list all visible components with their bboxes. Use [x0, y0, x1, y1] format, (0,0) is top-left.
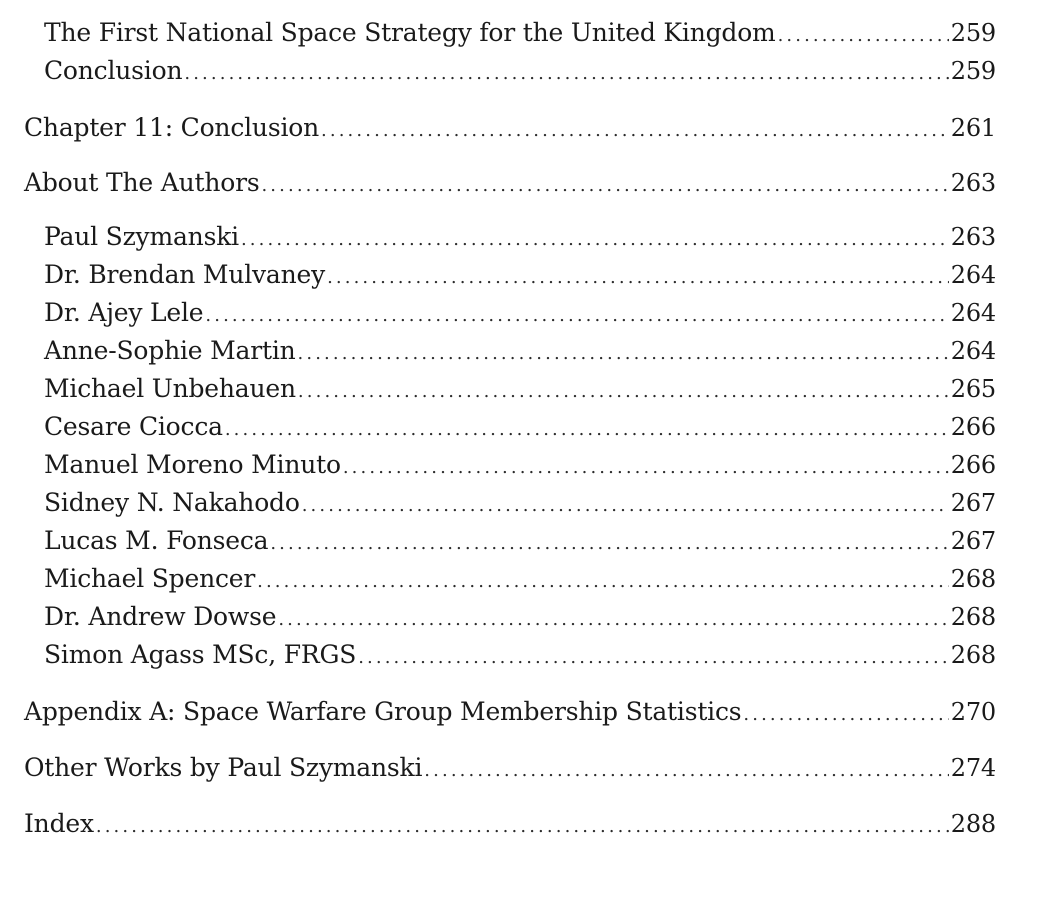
- toc-entry-title: Michael Spencer: [44, 564, 256, 593]
- toc-entry-page-number: 288: [950, 810, 996, 838]
- dot-leader: [321, 120, 949, 141]
- toc-entry-page-number: 270: [950, 698, 996, 726]
- dot-leader: [743, 704, 948, 725]
- toc-entry-author[interactable]: [44, 260, 996, 296]
- toc-entry-title: Conclusion: [44, 56, 183, 85]
- toc-entry-author[interactable]: [44, 488, 996, 524]
- toc-entry-author[interactable]: [44, 602, 996, 638]
- toc-entry-author[interactable]: [44, 222, 996, 258]
- toc-entry-page-number: 266: [950, 413, 996, 441]
- toc-entry-page-number: 261: [950, 114, 996, 142]
- toc-entry-uk-space-strategy[interactable]: [44, 18, 996, 54]
- toc-entry-page-number: 274: [950, 754, 996, 782]
- toc-entry-page-number: 267: [950, 527, 996, 555]
- dot-leader: [261, 175, 948, 196]
- toc-entry-other-works[interactable]: [24, 753, 996, 789]
- toc-entry-author[interactable]: [44, 526, 996, 562]
- dot-leader: [270, 533, 948, 554]
- dot-leader: [327, 267, 949, 288]
- toc-entry-page-number: 264: [950, 299, 996, 327]
- toc-entry-title: The First National Space Strategy for the United Kingdom: [44, 18, 776, 47]
- toc-entry-author[interactable]: [44, 336, 996, 372]
- dot-leader: [302, 495, 949, 516]
- toc-entry-page-number: 265: [950, 375, 996, 403]
- dot-leader: [424, 760, 948, 781]
- toc-entry-page-number: 264: [950, 337, 996, 365]
- dot-leader: [298, 343, 949, 364]
- toc-entry-title: Index: [24, 809, 94, 838]
- dot-leader: [96, 816, 949, 837]
- toc-entry-author[interactable]: [44, 374, 996, 410]
- toc-entry-page-number: 268: [950, 565, 996, 593]
- toc-entry-title: Sidney N. Nakahodo: [44, 488, 300, 517]
- dot-leader: [205, 305, 948, 326]
- toc-entry-title: Dr. Ajey Lele: [44, 298, 204, 327]
- toc-entry-title: Dr. Brendan Mulvaney: [44, 260, 326, 289]
- dot-leader: [184, 63, 948, 84]
- toc-entry-page-number: 268: [950, 603, 996, 631]
- dot-leader: [298, 381, 949, 402]
- toc-entry-title: About The Authors: [24, 168, 260, 197]
- toc-entry-conclusion[interactable]: [44, 56, 996, 92]
- toc-entry-author[interactable]: [44, 298, 996, 334]
- toc-entry-title: Dr. Andrew Dowse: [44, 602, 277, 631]
- toc-entry-author[interactable]: [44, 412, 996, 448]
- toc-entry-author[interactable]: [44, 640, 996, 676]
- toc-entry-page-number: 264: [950, 261, 996, 289]
- toc-entry-title: Other Works by Paul Szymanski: [24, 753, 423, 782]
- toc-entry-title: Lucas M. Fonseca: [44, 526, 269, 555]
- toc-entry-title: Paul Szymanski: [44, 222, 239, 251]
- toc-entry-title: Cesare Ciocca: [44, 412, 223, 441]
- dot-leader: [358, 647, 949, 668]
- dot-leader: [225, 419, 949, 440]
- toc-entry-appendix-a[interactable]: [24, 697, 996, 733]
- toc-entry-title: Simon Agass MSc, FRGS: [44, 640, 357, 669]
- dot-leader: [241, 229, 949, 250]
- toc-entry-page-number: 259: [950, 57, 996, 85]
- toc-entry-title: Manuel Moreno Minuto: [44, 450, 341, 479]
- dot-leader: [278, 609, 948, 630]
- toc-entry-page-number: 268: [950, 641, 996, 669]
- toc-entry-author[interactable]: [44, 564, 996, 600]
- toc-entry-title: Anne-Sophie Martin: [44, 336, 296, 365]
- toc-entry-about-the-authors[interactable]: [24, 168, 996, 204]
- toc-entry-page-number: 267: [950, 489, 996, 517]
- toc-entry-page-number: 259: [950, 19, 996, 47]
- dot-leader: [778, 25, 949, 46]
- toc-entry-title: Appendix A: Space Warfare Group Membership Statistics: [24, 697, 742, 726]
- toc-entry-author[interactable]: [44, 450, 996, 486]
- toc-entry-chapter-11[interactable]: [24, 113, 996, 149]
- toc-entry-page-number: 263: [950, 223, 996, 251]
- toc-entry-title: Michael Unbehauen: [44, 374, 296, 403]
- dot-leader: [343, 457, 949, 478]
- toc-entry-index[interactable]: [24, 809, 996, 845]
- toc-entry-title: Chapter 11: Conclusion: [24, 113, 320, 142]
- dot-leader: [257, 571, 949, 592]
- toc-entry-page-number: 263: [950, 169, 996, 197]
- toc-entry-page-number: 266: [950, 451, 996, 479]
